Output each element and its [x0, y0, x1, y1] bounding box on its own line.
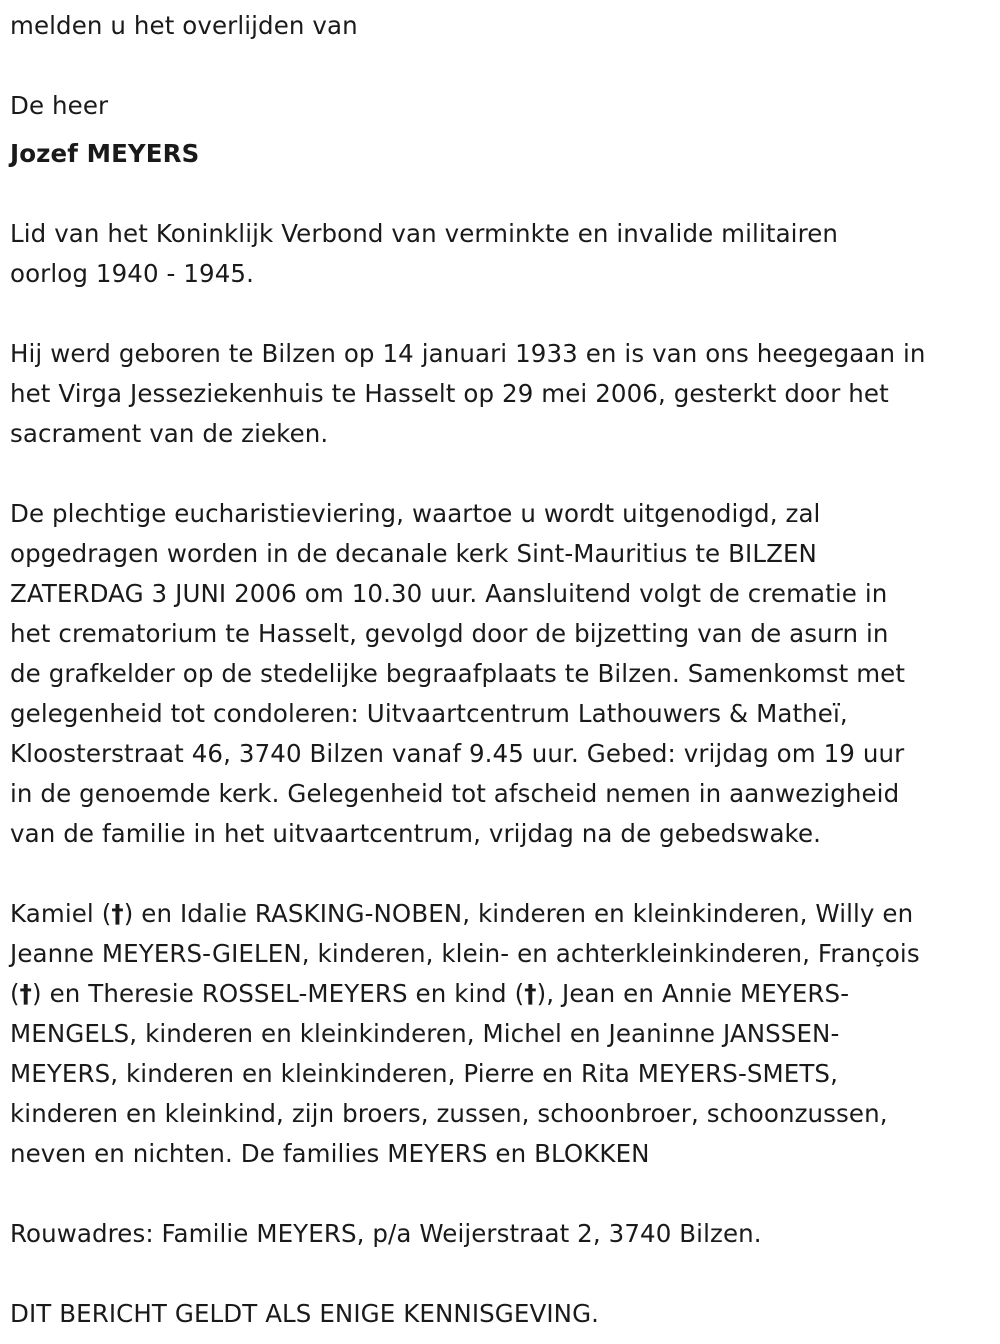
family-text: Kamiel ( — [10, 899, 112, 928]
family-line — [10, 974, 849, 1014]
birth-death-line: Hij werd geboren te Bilzen op 14 januari 1933 en is van ons heegegaan in — [10, 339, 926, 368]
family-line: Jeanne MEYERS-GIELEN, kinderen, klein- en achterkleinkinderen, François — [10, 939, 920, 968]
cross-icon: † — [524, 979, 537, 1008]
ceremony-line: Kloosterstraat 46, 3740 Bilzen vanaf 9.45 uur. Gebed: vrijdag om 19 uur — [10, 739, 905, 768]
ceremony-line: De plechtige eucharistieviering, waartoe u wordt uitgenodigd, zal — [10, 499, 821, 528]
ceremony-line: de grafkelder op de stedelijke begraafplaats te Bilzen. Samenkomst met — [10, 659, 906, 688]
family-text: ), Jean en Annie MEYERS- — [536, 979, 850, 1008]
ceremony-line: het crematorium te Hasselt, gevolgd door de bijzetting van de asurn in — [10, 619, 889, 648]
family-line — [10, 894, 913, 934]
family-line: neven en nichten. De families MEYERS en BLOKKEN — [10, 1139, 650, 1168]
ceremony-line: ZATERDAG 3 JUNI 2006 om 10.30 uur. Aansluitend volgt de crematie in — [10, 579, 888, 608]
ceremony-line: opgedragen worden in de decanale kerk Sint-Mauritius te BILZEN — [10, 539, 817, 568]
family-line: MENGELS, kinderen en kleinkinderen, Michel en Jeaninne JANSSEN- — [10, 1019, 840, 1048]
family-text: ) en Idalie RASKING-NOBEN, kinderen en kleinkinderen, Willy en — [123, 899, 914, 928]
membership-line: oorlog 1940 - 1945. — [10, 259, 254, 288]
cross-icon: † — [19, 979, 33, 1008]
intro-text: melden u het overlijden van — [10, 11, 358, 40]
family-text: ) en Theresie ROSSEL-MEYERS en kind ( — [32, 979, 525, 1008]
membership-line: Lid van het Koninklijk Verbond van verminkte en invalide militairen — [10, 219, 839, 248]
cross-icon: † — [111, 899, 124, 928]
salutation: De heer — [10, 91, 109, 120]
mourning-address: Rouwadres: Familie MEYERS, p/a Weijerstraat 2, 3740 Bilzen. — [10, 1219, 762, 1248]
closing-statement: DIT BERICHT GELDT ALS ENIGE KENNISGEVING. — [10, 1299, 600, 1328]
family-line: MEYERS, kinderen en kleinkinderen, Pierre en Rita MEYERS-SMETS, — [10, 1059, 838, 1088]
ceremony-line: van de familie in het uitvaartcentrum, vrijdag na de gebedswake. — [10, 819, 822, 848]
birth-death-line: het Virga Jesseziekenhuis te Hasselt op 29 mei 2006, gesterkt door het — [10, 379, 889, 408]
deceased-name: Jozef MEYERS — [10, 139, 200, 168]
birth-death-line: sacrament van de zieken. — [10, 419, 329, 448]
ceremony-line: gelegenheid tot condoleren: Uitvaartcentrum Lathouwers & Matheï, — [10, 699, 848, 728]
family-line: kinderen en kleinkind, zijn broers, zussen, schoonbroer, schoonzussen, — [10, 1099, 888, 1128]
ceremony-line: in de genoemde kerk. Gelegenheid tot afscheid nemen in aanwezigheid — [10, 779, 900, 808]
family-text: ( — [10, 979, 20, 1008]
